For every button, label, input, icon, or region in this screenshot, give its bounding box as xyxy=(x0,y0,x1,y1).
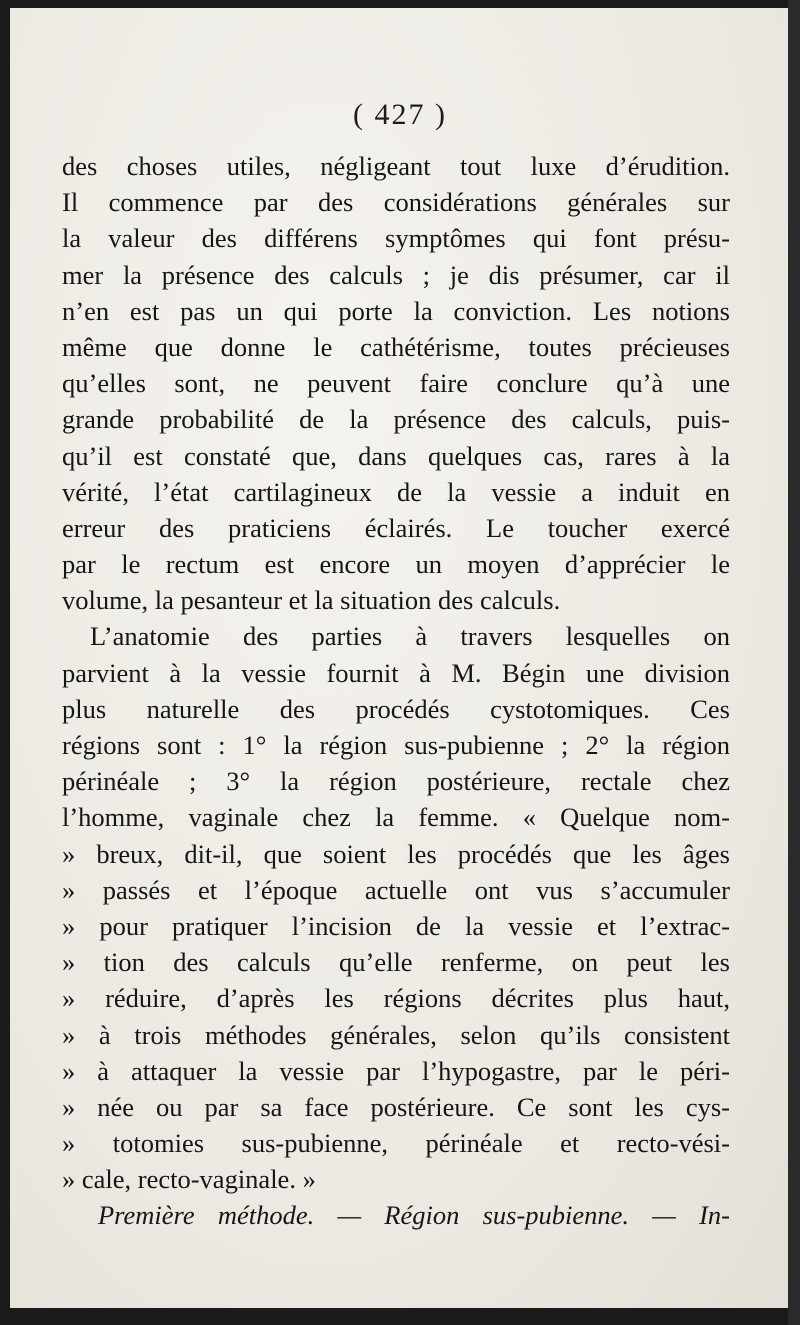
text-line: » née ou par sa face postérieure. Ce sont les cys- xyxy=(62,1091,730,1122)
text-line: » tion des calculs qu’elle renferme, on peut les xyxy=(62,947,730,978)
text-line: vérité, l’état cartilagineux de la vessie a induit en xyxy=(62,476,730,507)
text-line: plus naturelle des procédés cystotomiques. Ces xyxy=(62,693,730,724)
text-line: L’anatomie des parties à travers lesquelles on xyxy=(90,621,730,652)
text-line: qu’elles sont, ne peuvent faire conclure qu’à une xyxy=(62,368,730,399)
text-line: n’en est pas un qui porte la conviction. Les notions xyxy=(62,295,730,326)
body-text xyxy=(62,148,730,1234)
text-line: mer la présence des calculs ; je dis présumer, car il xyxy=(62,259,730,290)
text-line: » breux, dit-il, que soient les procédés que les âges xyxy=(62,838,730,869)
text-line: régions sont : 1° la région sus-pubienne ; 2° la région xyxy=(62,730,730,760)
text-line: » réduire, d’après les régions décrites plus haut, xyxy=(62,983,730,1014)
text-line: » à trois méthodes générales, selon qu’ils consistent xyxy=(62,1019,730,1050)
text-line: volume, la pesanteur et la situation des calculs. xyxy=(62,585,561,616)
text-line: qu’il est constaté que, dans quelques cas, rares à la xyxy=(62,440,730,471)
text-line: l’homme, vaginale chez la femme. « Quelque nom- xyxy=(62,802,730,833)
text-line: périnéale ; 3° la région postérieure, rectale chez xyxy=(62,766,730,797)
text-line: Il commence par des considérations générales sur xyxy=(62,187,730,218)
text-line: » totomies sus-pubienne, périnéale et recto-vési- xyxy=(62,1128,730,1159)
text-line: même que donne le cathétérisme, toutes précieuses xyxy=(62,331,730,362)
text-line: des choses utiles, négligeant tout luxe d’érudition. xyxy=(62,151,730,181)
text-line: » passés et l’époque actuelle ont vus s’accumuler xyxy=(62,874,730,905)
page-edge-shadow xyxy=(788,0,800,1325)
text-line: » cale, recto-vaginale. » xyxy=(62,1164,316,1195)
section-heading-line: Première méthode. — Région sus-pubienne. — In- xyxy=(98,1200,730,1231)
text-line: » à attaquer la vessie par l’hypogastre, par le péri- xyxy=(62,1055,730,1086)
text-line: par le rectum est encore un moyen d’apprécier le xyxy=(62,549,730,580)
text-line: » pour pratiquer l’incision de la vessie et l’extrac- xyxy=(62,910,730,941)
text-line: erreur des praticiens éclairés. Le toucher exercé xyxy=(62,512,730,543)
page-number: ( 427 ) xyxy=(353,98,447,131)
text-line: grande probabilité de la présence des calculs, puis- xyxy=(62,404,730,435)
text-line: parvient à la vessie fournit à M. Bégin une division xyxy=(62,657,730,688)
text-line: la valeur des différens symptômes qui font présu- xyxy=(62,223,730,254)
